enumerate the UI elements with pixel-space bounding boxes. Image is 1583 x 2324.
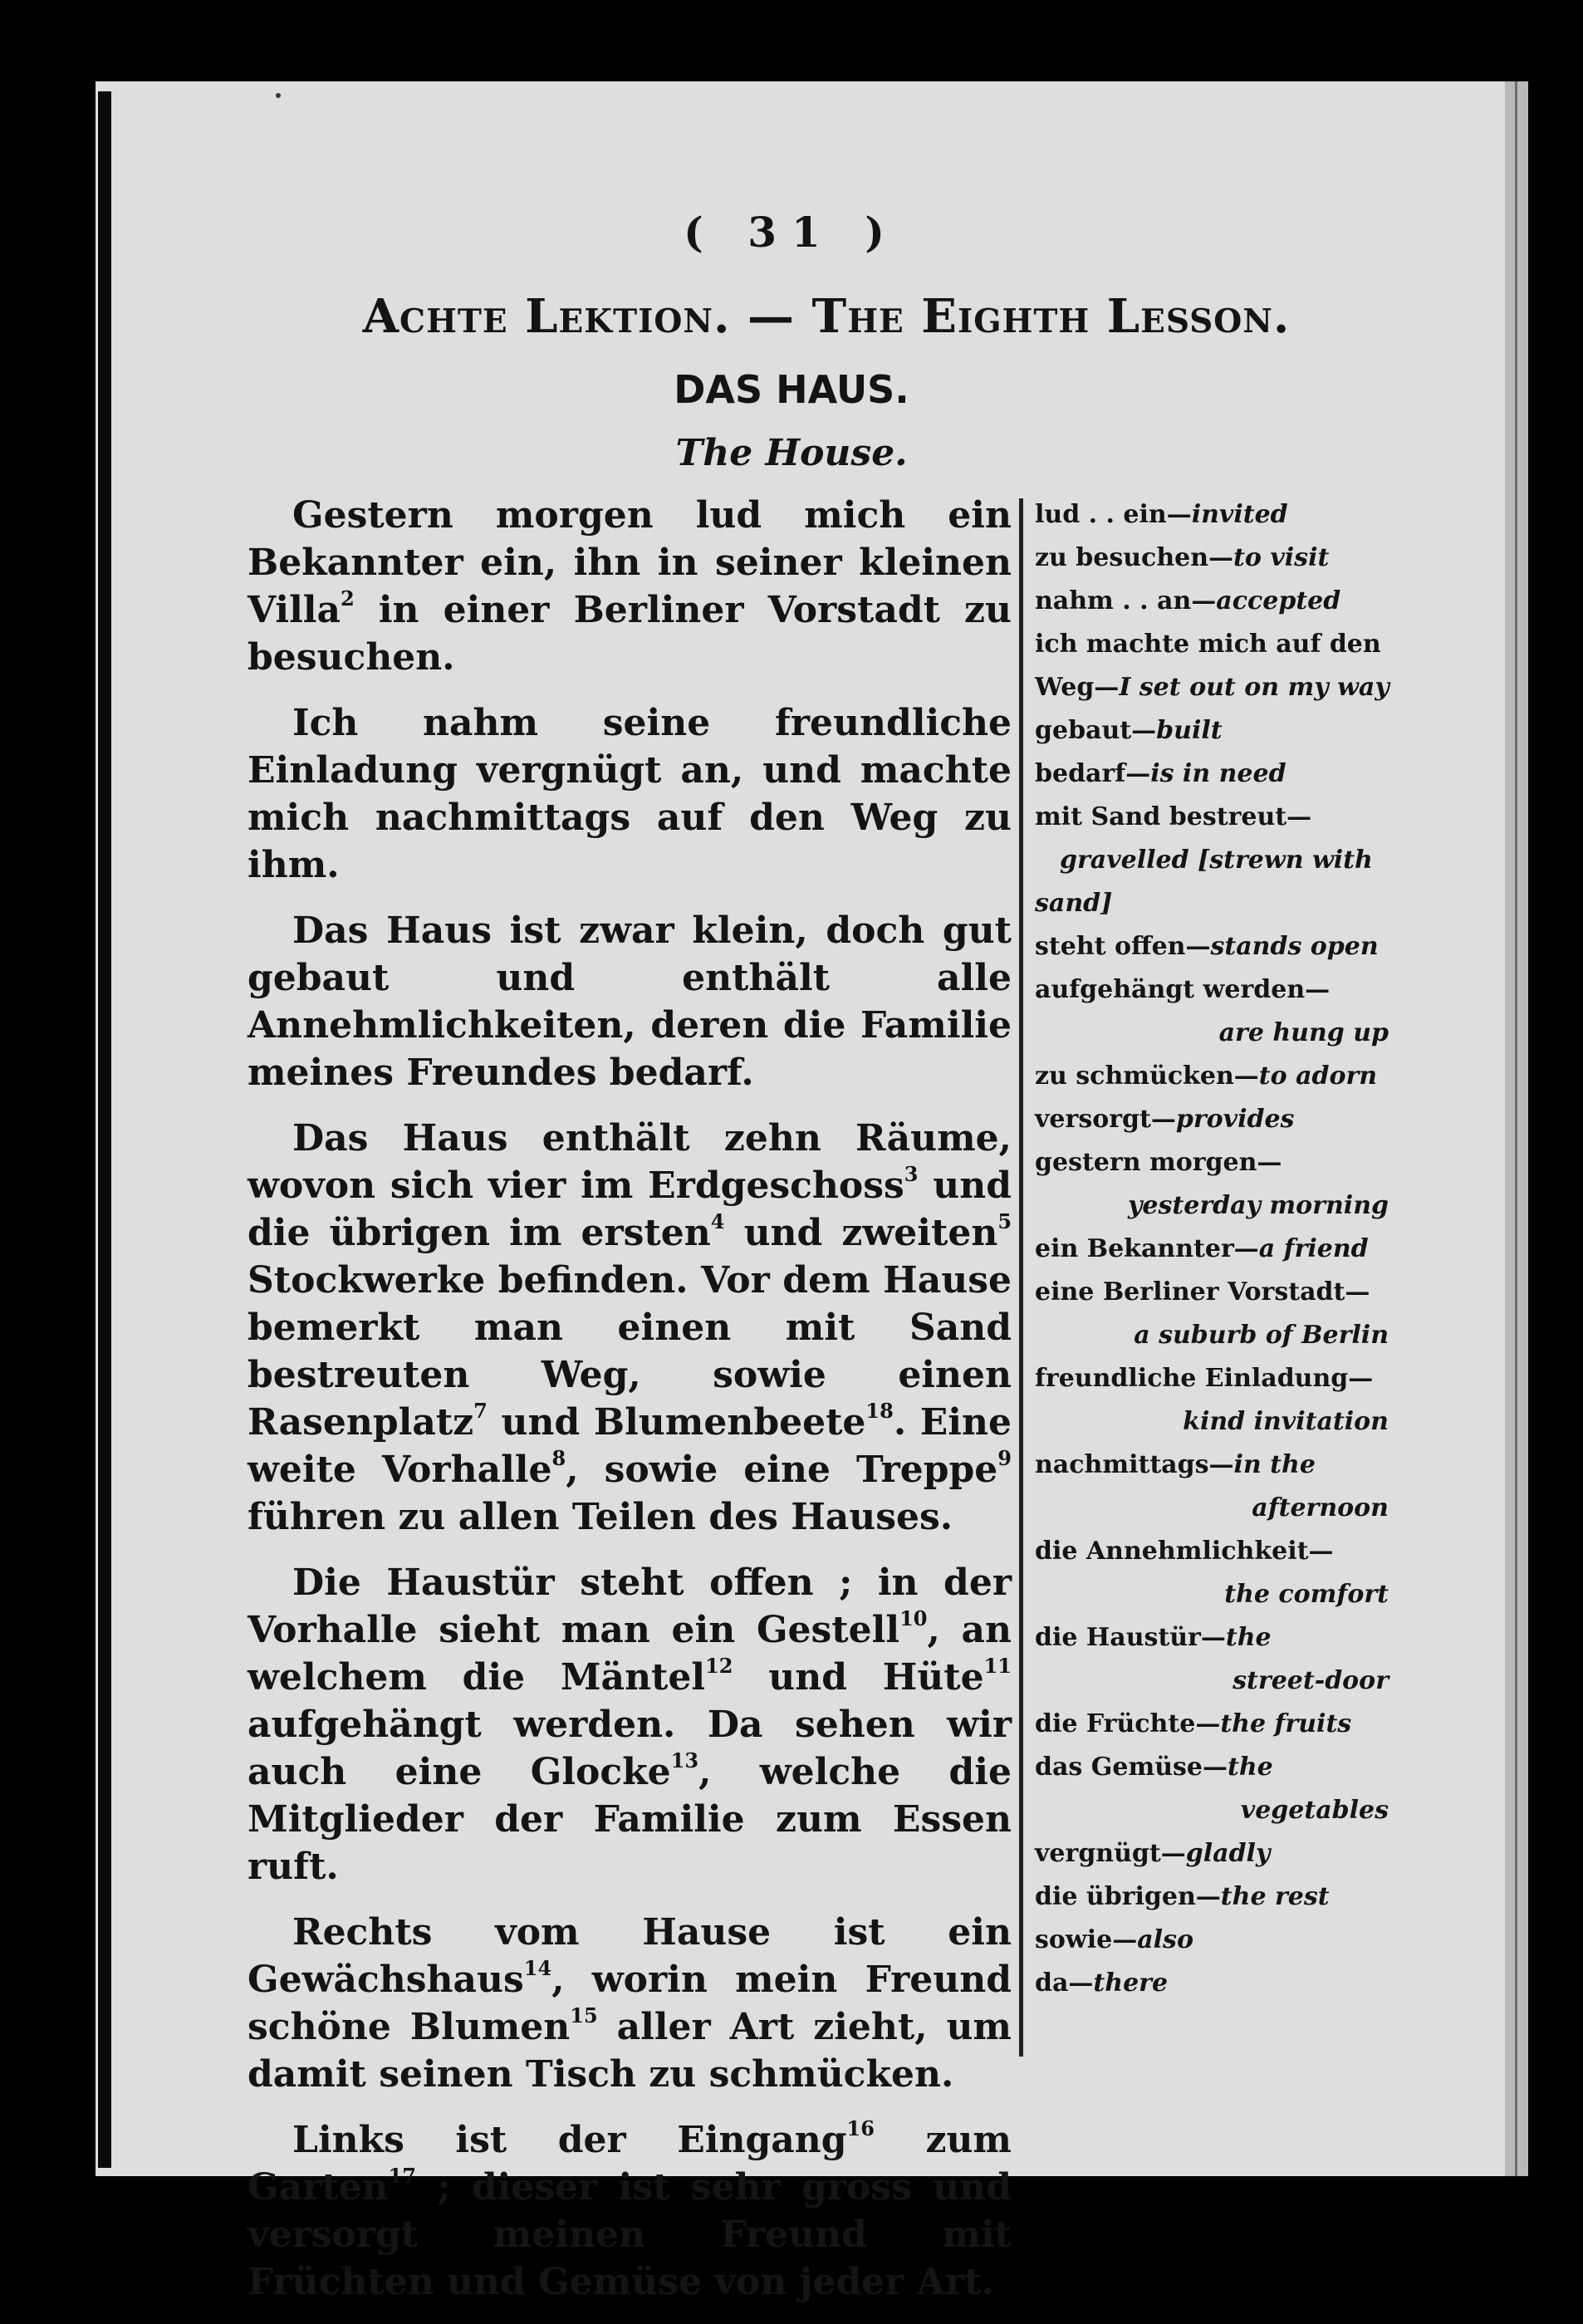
glossary-entry: nahm . . an—accepted	[1035, 586, 1341, 615]
glossary-entry: vergnügt—gladly	[1035, 1839, 1271, 1868]
glossary-entry: die Haustür—the	[1035, 1623, 1272, 1652]
glossary-entry: kind invitation	[1183, 1407, 1389, 1436]
glossary-entry: a suburb of Berlin	[1134, 1321, 1389, 1350]
glossary-entry: das Gemüse—the	[1035, 1753, 1273, 1782]
glossary-entry: die Früchte—the fruits	[1035, 1709, 1352, 1738]
lesson-title: Achte Lektion. — The Eighth Lesson.	[362, 289, 1291, 344]
paragraph: Gestern morgen lud mich ein Bekannter ein, ihn in seiner kleinen Villa$^2$ in einer Berliner Vorstadt zu besuchen.	[247, 494, 1012, 679]
paragraph: Ich nahm seine freundliche Einladung vergnügt an, und machte mich nachmittags auf den Weg zu ihm.	[247, 702, 1012, 886]
glossary-entry: bedarf—is in need	[1035, 759, 1286, 788]
section-subtitle: The House.	[675, 432, 908, 474]
paragraph: Rechts vom Hause ist ein Gewächshaus$^{14}$, worin mein Freund schöne Blumen$^{15}$ aller Art zieht, um damit seinen Tisch zu schmücken.	[247, 1911, 1012, 2096]
section-title: DAS HAUS.	[674, 367, 909, 412]
glossary-entry: aufgehängt werden—	[1035, 975, 1331, 1004]
glossary-entry: nachmittags—in the	[1035, 1450, 1316, 1479]
glossary-entry: sowie—also	[1035, 1925, 1193, 1954]
glossary-entry: zu besuchen—to visit	[1035, 543, 1330, 572]
glossary-entry: sand]	[1035, 889, 1113, 918]
glossary-entry: yesterday morning	[1127, 1191, 1389, 1220]
paragraph: Links ist der Eingang$^{16}$ zum Garten$^{17}$ ; dieser ist sehr gross und versorgt meinen Freund mit Früchten und Gemüse von jeder Art.	[247, 2116, 1012, 2303]
glossary-entry: die übrigen—the rest	[1035, 1882, 1330, 1911]
glossary-entry: afternoon	[1252, 1493, 1389, 1522]
glossary-entry: ein Bekannter—a friend	[1035, 1234, 1369, 1263]
glossary-entry: gebaut—built	[1035, 716, 1223, 745]
glossary-entry: gravelled [strewn with	[1060, 846, 1373, 875]
glossary-entry: Weg—I set out on my way	[1035, 673, 1389, 702]
page-number: ( 31 )	[684, 208, 899, 257]
glossary-entry: gestern morgen—	[1035, 1148, 1282, 1177]
glossary-entry: street-door	[1233, 1666, 1389, 1695]
glossary-entry: zu schmücken—to adorn	[1035, 1061, 1378, 1091]
glossary-entry: vegetables	[1240, 1796, 1389, 1825]
glossary-entry: eine Berliner Vorstadt—	[1035, 1277, 1370, 1307]
glossary-entry: versorgt—provides	[1035, 1105, 1295, 1134]
main-text-column	[247, 492, 1012, 2324]
glossary-entry: freundliche Einladung—	[1035, 1364, 1374, 1393]
glossary-entry: ich machte mich auf den	[1035, 630, 1381, 659]
paragraph: Das Haus enthält zehn Räume, wovon sich vier im Erdgeschoss$^3$ und die übrigen im ersten$^4$ und zweiten$^5$ Stockwerke befinden. Vor dem Hause bemerkt man einen mit Sand bestreuten Weg, sowie einen Rasenplatz$^7$ und Blumenbeete$^{18}$. Eine weite Vorhalle$^8$, sowie eine Treppe$^9$ führen zu allen Teilen des Hauses.	[247, 1117, 1012, 1538]
glossary-entry: steht offen—stands open	[1035, 932, 1379, 961]
glossary-entry: the comfort	[1224, 1580, 1389, 1609]
glossary-entry: mit Sand bestreut—	[1035, 802, 1312, 831]
glossary-entry: lud . . ein—invited	[1035, 500, 1288, 529]
print-speck	[276, 93, 281, 98]
glossary-entry: da—there	[1035, 1969, 1169, 1998]
column-divider	[1019, 498, 1023, 2057]
glossary-column	[1035, 493, 1389, 2005]
glossary-entry: are hung up	[1218, 1018, 1389, 1047]
paragraph: Die Haustür steht offen ; in der Vorhalle sieht man ein Gestell$^{10}$, an welchem die Mäntel$^{12}$ und Hüte$^{11}$ aufgehängt werden. Da sehen wir auch eine Glocke$^{13}$, welche die Mitglieder der Familie zum Essen ruft.	[247, 1562, 1012, 1888]
glossary-entry: die Annehmlichkeit—	[1035, 1537, 1334, 1566]
paragraph: Das Haus ist zwar klein, doch gut gebaut und enthält alle Annehmlichkeiten, deren die Familie meines Freundes bedarf.	[247, 909, 1012, 1094]
